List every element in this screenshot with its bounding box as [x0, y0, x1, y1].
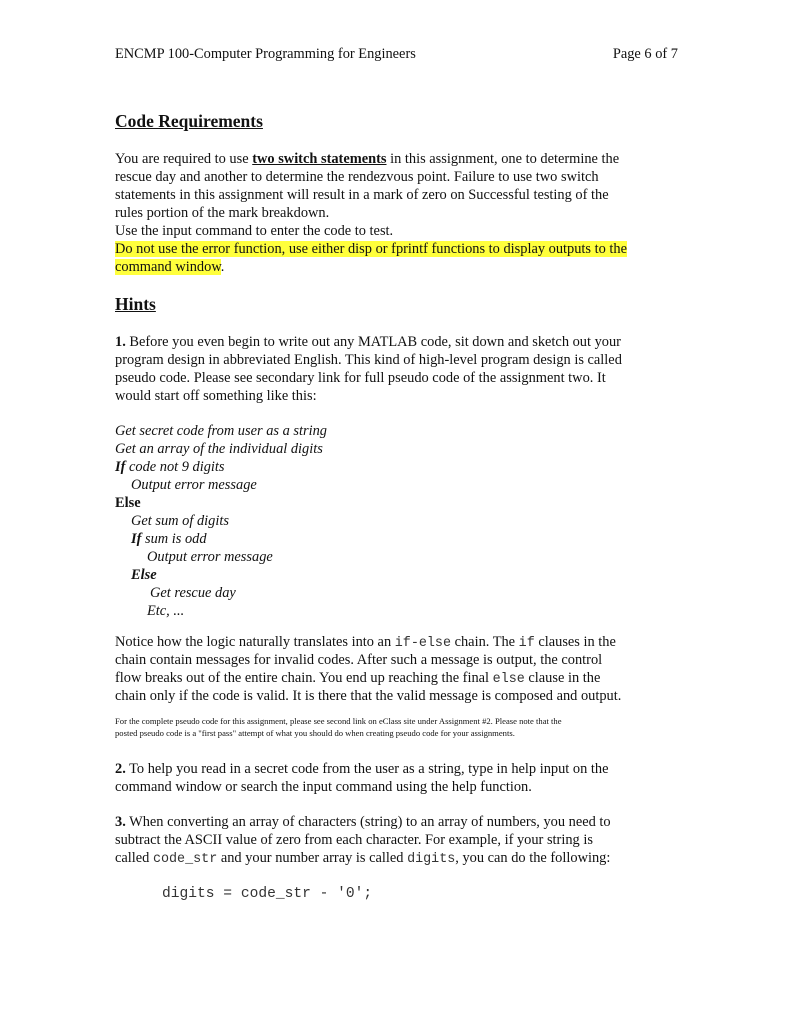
hint1-line-4: would start off something like this:	[115, 388, 317, 404]
req-line-4: rules portion of the mark breakdown.	[115, 205, 330, 221]
pseudo-line-8: Output error message	[147, 549, 273, 565]
code-requirements-heading: Code Requirements	[115, 111, 263, 131]
req-line-6-highlight: Do not use the error function, use either disp or fprintf functions to display outputs to the	[115, 241, 627, 257]
pseudo-line-5: Else	[115, 495, 141, 511]
hint1-line-3: pseudo code. Please see secondary link for full pseudo code of the assignment two. It	[115, 370, 606, 386]
hint3-line-1: 3. When converting an array of characters (string) to an array of numbers, you need to	[115, 814, 611, 830]
hint2-line-1: 2. To help you read in a secret code from the user as a string, type in help input on the	[115, 761, 609, 777]
pseudo-line-4: Output error message	[131, 477, 257, 493]
hint3-line-2: subtract the ASCII value of zero from each character. For example, if your string is	[115, 832, 593, 848]
pseudo-line-10: Get rescue day	[150, 585, 236, 601]
page-header	[115, 45, 678, 63]
hint2-line-2: command window or search the input command using the help function.	[115, 779, 532, 795]
notice-line-3: flow breaks out of the entire chain. You end up reaching the final else clause in the	[115, 670, 601, 687]
pseudo-line-1: Get secret code from user as a string	[115, 423, 327, 439]
req-line-7: command window.	[115, 259, 225, 275]
hint1-line-2: program design in abbreviated English. This kind of high-level program design is called	[115, 352, 622, 368]
pseudo-line-3: If code not 9 digits	[115, 459, 225, 475]
pseudo-line-2: Get an array of the individual digits	[115, 441, 323, 457]
pseudo-line-6: Get sum of digits	[131, 513, 229, 529]
hint1-line-1: 1. Before you even begin to write out any MATLAB code, sit down and sketch out your	[115, 334, 621, 350]
pseudo-line-7: If sum is odd	[131, 531, 207, 547]
notice-line-1: Notice how the logic naturally translates into an if-else chain. The if clauses in the	[115, 634, 616, 651]
hint3-line-3: called code_str and your number array is called digits, you can do the following:	[115, 850, 611, 867]
course-title: ENCMP 100-Computer Programming for Engineers	[115, 46, 416, 62]
req-line-3: statements in this assignment will result in a mark of zero on Successful testing of the	[115, 187, 609, 203]
page-number: Page 6 of 7	[612, 46, 678, 62]
two-switch-emphasis: two switch statements	[252, 151, 387, 167]
pseudo-line-9: Else	[131, 567, 157, 583]
req-line-1: You are required to use two switch statements in this assignment, one to determine the	[115, 151, 620, 167]
small-note-line-2: posted pseudo code is a "first pass" attempt of what you should do when creating pseudo code for your assignments.	[115, 728, 515, 738]
req-line-5: Use the input command to enter the code to test.	[115, 223, 394, 239]
code-example: digits = code_str - '0';	[162, 886, 373, 902]
notice-line-2: chain contain messages for invalid codes. After such a message is output, the control	[115, 652, 603, 668]
hints-heading: Hints	[115, 294, 156, 314]
notice-line-4: chain only if the code is valid. It is there that the valid message is composed and output.	[115, 688, 622, 704]
req-line-2: rescue day and another to determine the rendezvous point. Failure to use two switch	[115, 169, 599, 185]
pseudo-line-11: Etc, ...	[147, 603, 185, 619]
small-note-line-1: For the complete pseudo code for this assignment, please see second link on eClass site under Assignment #2. Please note that the	[115, 716, 562, 726]
